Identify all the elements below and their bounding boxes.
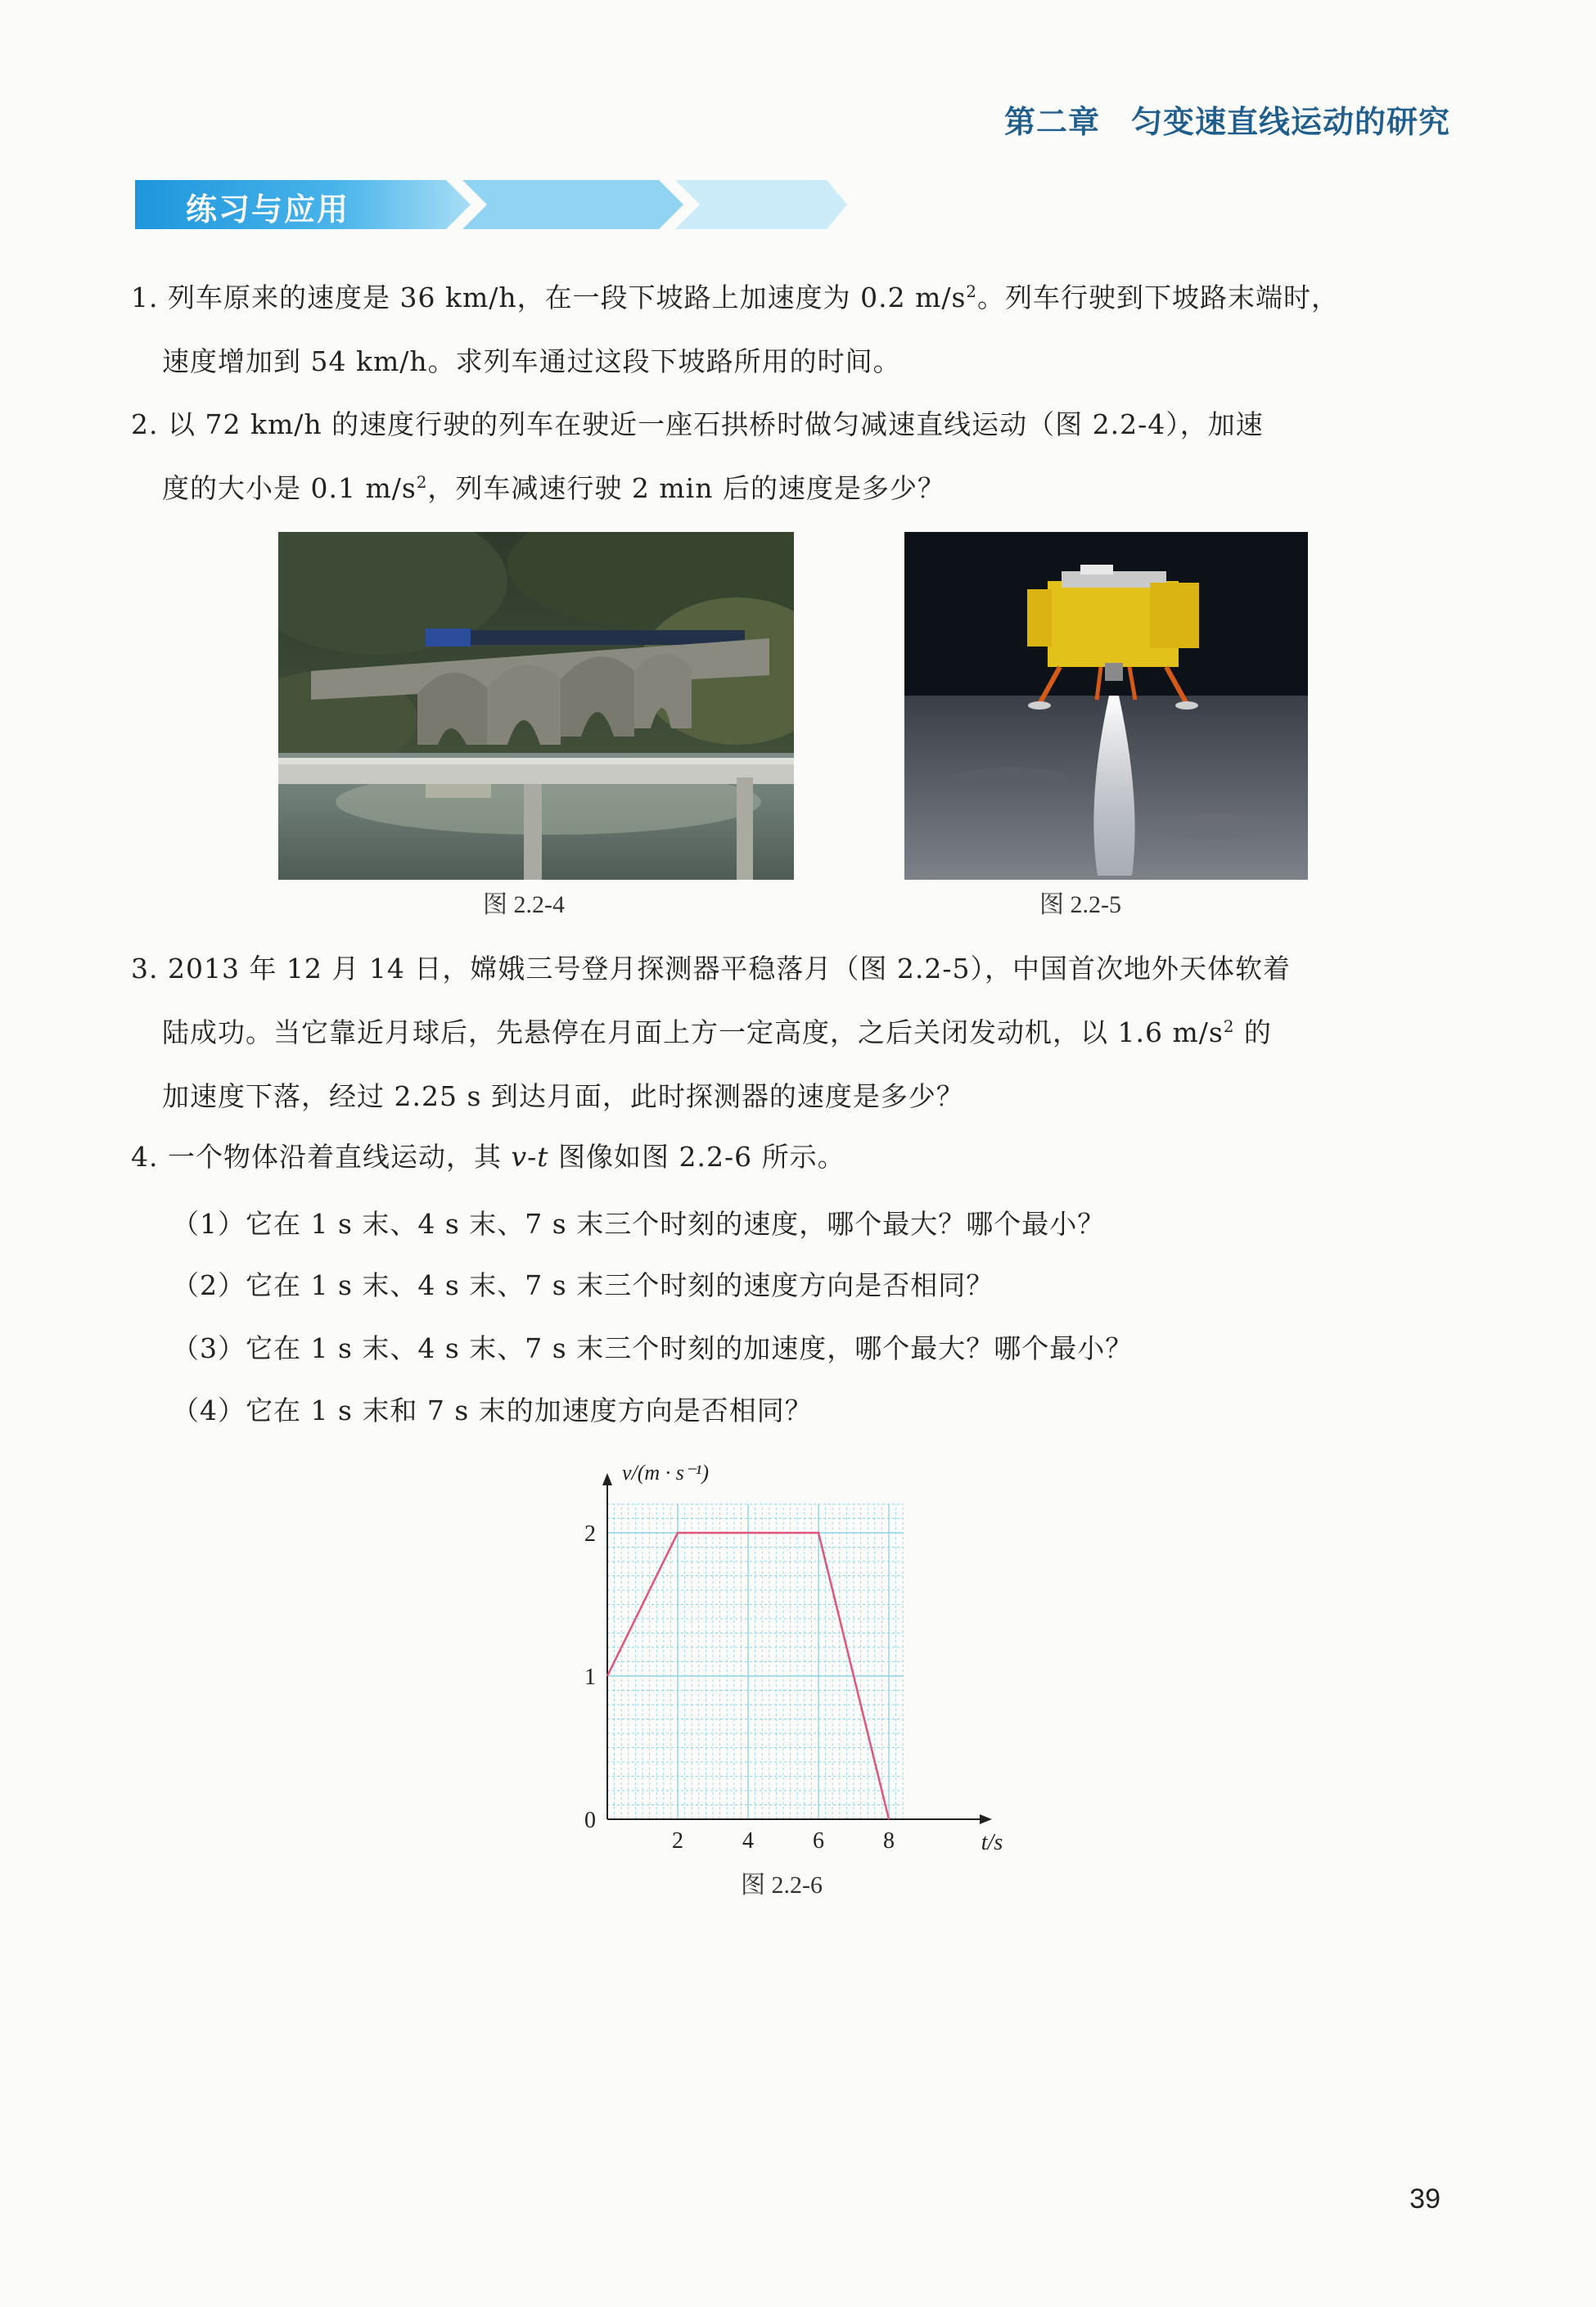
q3-line2-b: 的 [1234,1016,1272,1048]
q3-line3: 加速度下落，经过 2.25 s 到达月面，此时探测器的速度是多少？ [162,1080,964,1112]
x-tick-label: 8 [883,1828,895,1854]
x-axis-arrow [980,1814,992,1824]
question-2: 2. 以 72 km/h 的速度行驶的列车在驶近一座石拱桥时做匀减速直线运动（图 2.2-4），加速 度的大小是 0.1 $m/s^2$，列车减速行驶 2 min 后的速度是多少？ [131,393,1461,520]
q1-line1-a: 1. 列车原来的速度是 36 km/h，在一段下坡路上加速度为 0.2 m/s [131,282,967,313]
chart-labels [584,1461,1003,1855]
page-number: 39 [1409,2183,1440,2215]
y-tick-label: 0 [584,1808,596,1833]
q4-sub1: （1）它在 1 s 末、4 s 末、7 s 末三个时刻的速度，哪个最大？哪个最小？ [172,1208,1106,1240]
vt-chart [565,1457,1007,1866]
bridge-train-photo [278,532,794,880]
q4-sub4: （4）它在 1 s 末和 7 s 末的加速度方向是否相同？ [172,1395,813,1426]
section-title: 练习与应用 [186,191,350,228]
x-tick-label: 2 [672,1828,683,1854]
chapter-header [1004,97,1450,142]
y-tick-label: 2 [584,1521,596,1547]
q2-line2-a: 度的大小是 0.1 m/s [162,472,417,504]
lunar-lander-photo [904,532,1308,880]
figure-2-2-5-caption: 图 2.2-5 [1039,891,1121,918]
y-axis-arrow [602,1473,612,1485]
q4-line1-c: 图像如图 2.2-6 所示。 [548,1141,845,1173]
section-banner [135,180,847,229]
x-tick-label: 4 [742,1828,754,1854]
x-tick-label: 6 [813,1828,824,1854]
figure-2-2-4-caption: 图 2.2-4 [483,891,565,918]
q4-sub2: （2）它在 1 s 末、4 s 末、7 s 末三个时刻的速度方向是否相同？ [172,1269,994,1301]
q1-line2: 速度增加到 54 km/h。求列车通过这段下坡路所用的时间。 [162,345,901,377]
q1-line1-b: 。列车行驶到下坡路末端时， [977,282,1340,313]
question-1: 1. 列车原来的速度是 36 km/h，在一段下坡路上加速度为 0.2 $m/s^2$。列车行驶到下坡路末端时， 速度增加到 54 km/h。求列车通过这段下坡路所用的时间。 [131,266,1461,394]
q2-line1: 2. 以 72 km/h 的速度行驶的列车在驶近一座石拱桥时做匀减速直线运动（图 2.2-4），加速 [131,408,1264,440]
x-axis-label: t/s [981,1830,1003,1855]
q3-line2-a: 陆成功。当它靠近月球后，先悬停在月面上方一定高度，之后关闭发动机，以 1.6 m/s [162,1016,1224,1048]
question-3: 3. 2013 年 12 月 14 日，嫦娥三号登月探测器平稳落月（图 2.2-5），中国首次地外天体软着 陆成功。当它靠近月球后，先悬停在月面上方一定高度，之后关闭发动机，以 1.6 $m/s^2$ 的 加速度下落，经过 2.25 s 到达月面，此时探测器的速度是多少？ [131,937,1461,1129]
question-4 [131,1125,1461,1189]
q4-line1-vt: v-t [511,1141,549,1173]
chapter-number: 第二章 [1003,104,1100,140]
y-axis-label: v/(m · s⁻¹) [622,1461,709,1485]
y-tick-label: 1 [584,1665,596,1690]
q3-line1: 3. 2013 年 12 月 14 日，嫦娥三号登月探测器平稳落月（图 2.2-5），中国首次地外天体软着 [131,953,1292,985]
q4-sub3: （3）它在 1 s 末、4 s 末、7 s 末三个时刻的加速度，哪个最大？哪个最小？ [172,1332,1134,1364]
chapter-title: 匀变速直线运动的研究 [1130,104,1450,140]
chart-axes [602,1473,992,1824]
q4-line1-a: 4. 一个物体沿着直线运动，其 [131,1141,512,1173]
q2-line2-b: ，列车减速行驶 2 min 后的速度是多少？ [427,472,945,504]
figure-2-2-6-caption: 图 2.2-6 [741,1872,823,1899]
chart-grid [607,1504,903,1819]
